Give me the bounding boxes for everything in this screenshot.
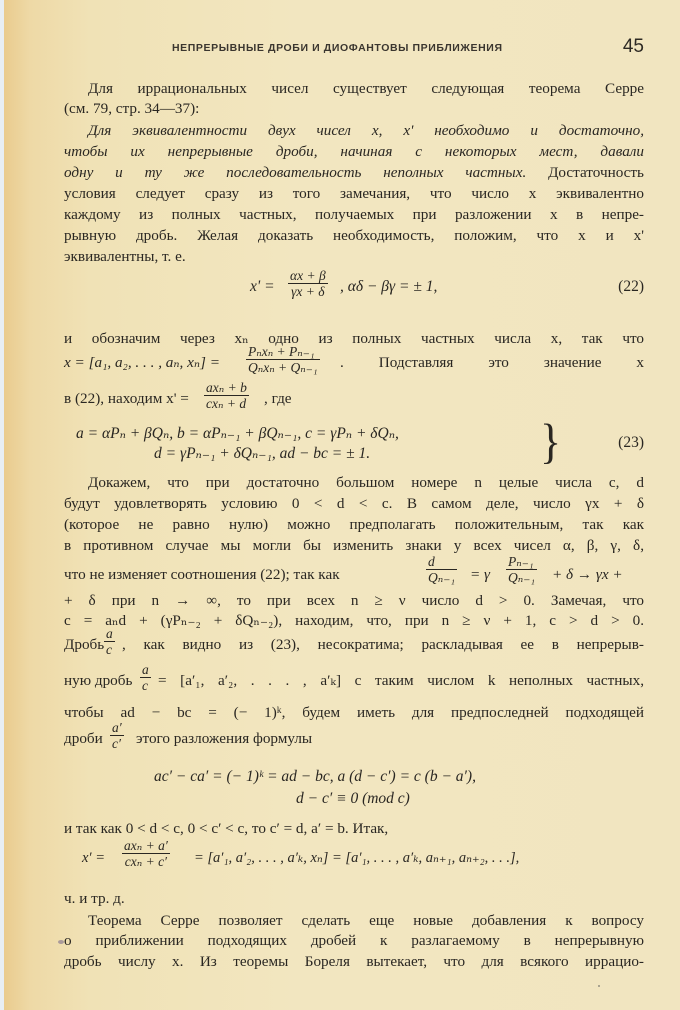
equation-number: (22) [618, 278, 644, 295]
text-fragment: . Подставляя это значение x [340, 354, 644, 371]
numerator: a′ [112, 720, 122, 735]
numerator: Pₙxₙ + Pₙ₋₁ [246, 344, 320, 360]
text-line [64, 100, 644, 118]
text-line: условия следует сразу из того замечания, что число x эквивалентно [64, 185, 644, 202]
text-fragment: в (22), находим x' = [64, 390, 189, 407]
fraction [246, 344, 320, 375]
math-inline: x = [a₁, a₂, . . . , aₙ, xₙ] = [64, 354, 220, 371]
text-line: каждому из полных частных, получаемых при разложении x в непре- [64, 206, 644, 223]
numerator: a [106, 626, 113, 641]
fraction [122, 838, 170, 869]
text-line: и так как 0 < d < c, 0 < c′ < c, то c′ = d, a′ = b. Итак, [64, 820, 389, 837]
theorem-line: одну и ту же последовательность неполных частных. [64, 164, 527, 181]
eq-line: d = γPₙ₋₁ + δQₙ₋₁, ad − bc = ± 1. [154, 445, 371, 462]
denominator: Qₙ₋₁ [428, 570, 456, 585]
text-line: эквивалентны, т. е. [64, 248, 186, 265]
equation-23 [64, 414, 644, 469]
theorem-line: чтобы их непрерывные дроби, начиная с некоторых мест, давали [64, 143, 644, 160]
denominator: cxₙ + d [206, 396, 247, 411]
text-line: Для иррациональных чисел существует следующая теорема Серре [88, 80, 644, 97]
eq-line: a = αPₙ + βQₙ, b = αPₙ₋₁ + βQₙ₋₁, c = γPₙ + δQₙ, [76, 425, 399, 442]
denominator: Qₙxₙ + Qₙ₋₁ [248, 360, 318, 375]
text-fragment: этого разложения формулы [136, 730, 313, 747]
math-inline: = γ [470, 566, 491, 583]
text-line: рывную дробь. Желая доказать необходимость, положим, что x и x' [64, 227, 644, 244]
numerator: αx + β [290, 268, 326, 283]
dust-speck [598, 985, 600, 987]
text-line: будут удовлетворять условию 0 < d < c. В самом деле, число γx + δ [64, 495, 644, 512]
eq-rest: = [a′₁, a′₂, . . . , a′ₖ, xₙ] = [a′₁, . . . , a′ₖ, aₙ₊₁, aₙ₊₂, . . .], [194, 850, 520, 866]
right-brace-icon: } [540, 414, 562, 469]
numerator: a [142, 662, 149, 677]
fraction [426, 554, 457, 585]
denominator: γx + δ [291, 284, 325, 299]
fraction [104, 626, 115, 657]
eq-line: d − c′ ≡ 0 (mod c) [296, 790, 410, 807]
text-line [64, 626, 644, 660]
equation-final [64, 838, 644, 874]
denominator: c′ [112, 736, 121, 751]
fraction [110, 720, 124, 751]
text-line [64, 554, 644, 590]
text-line: Докажем, что при достаточно большом номере n целые числа c, d [88, 474, 644, 491]
numerator: d [426, 554, 457, 570]
text-line: и обозначим через xₙ одно из полных частных числа x, так что [64, 330, 644, 347]
denominator: Qₙ₋₁ [508, 570, 536, 585]
text-line: Теорема Серре позволяет сделать еще новые добавления к вопросу [88, 912, 644, 929]
text-line: c = aₙd + (γPₙ₋₂ + δQₙ₋₂), находим, что, при n ≥ ν + 1, c > d > 0. [64, 612, 644, 629]
scan-edge [0, 0, 4, 1010]
qed-line: ч. и тр. д. [64, 890, 125, 907]
text-fragment: Дробь [64, 636, 105, 653]
text-fragment: , где [264, 390, 292, 407]
math-inline: + δ → γx + [552, 566, 623, 583]
page-number: 45 [622, 36, 644, 57]
text-line: дробь числу x. Из теоремы Бореля вытекает, что для всякого иррацио- [64, 953, 644, 970]
denominator: c [142, 678, 148, 693]
running-head: НЕПРЕРЫВНЫЕ ДРОБИ И ДИОФАНТОВЫ ПРИБЛИЖЕНИЯ [172, 42, 503, 54]
page-header [64, 38, 644, 58]
text-line: в противном случае мы могли бы изменить знаки у всех чисел α, β, γ, δ, [64, 537, 644, 554]
text-line: + δ при n → ∞, то при всех n ≥ ν число d > 0. Замечая, что [64, 592, 644, 609]
eq-line: ac′ − ca′ = (− 1)ᵏ = ad − bc, a (d − c′) = c (b − a′), [154, 768, 476, 785]
theorem-line: Для эквивалентности двух чисел x, x' необходимо и достаточно, [88, 122, 644, 139]
denominator: cxₙ + c′ [124, 854, 168, 869]
text-line [64, 380, 644, 414]
fraction [204, 380, 249, 411]
numerator: axₙ + b [206, 380, 247, 395]
numerator: Pₙ₋₁ [506, 554, 537, 570]
denominator: c [106, 642, 112, 657]
text-line: чтобы ad − bc = (− 1)ᵏ, будем иметь для предпоследней подходящей [64, 704, 644, 721]
text-line [64, 164, 644, 182]
equation-congruence [64, 768, 644, 812]
eq-rest: , αδ − βγ = ± 1, [340, 278, 438, 295]
fraction [288, 268, 328, 299]
eq-lhs: x′ = [82, 850, 106, 866]
text-line [64, 344, 644, 378]
text-fragment: = [a′₁, a′₂, . . . , a′ₖ] с таким числом k неполных частных, [158, 672, 644, 689]
eq-lhs: x' = [250, 278, 275, 295]
citation: (см. 79, стр. 34—37): [64, 100, 200, 117]
text-line [64, 662, 644, 696]
fraction [506, 554, 537, 585]
text-fragment: , как видно из (23), несократима; раскладывая ее в непрерыв- [122, 636, 644, 653]
text-line [64, 720, 644, 754]
text-fragment: дроби [64, 730, 103, 747]
fraction [140, 662, 151, 693]
numerator: axₙ + a′ [124, 838, 168, 853]
text-fragment: что не изменяет соотношения (22); так как [64, 566, 340, 583]
text-line: о приближении подходящих дробей к разлагаемому в непрерывную [64, 932, 644, 949]
equation-number: (23) [618, 434, 644, 451]
text-fragment: ную дробь [64, 672, 133, 689]
text-fragment: Достаточность [548, 164, 644, 181]
ink-blot [58, 940, 64, 944]
text-line: (которое не равно нулю) можно предполагать положительным, так как [64, 516, 644, 533]
